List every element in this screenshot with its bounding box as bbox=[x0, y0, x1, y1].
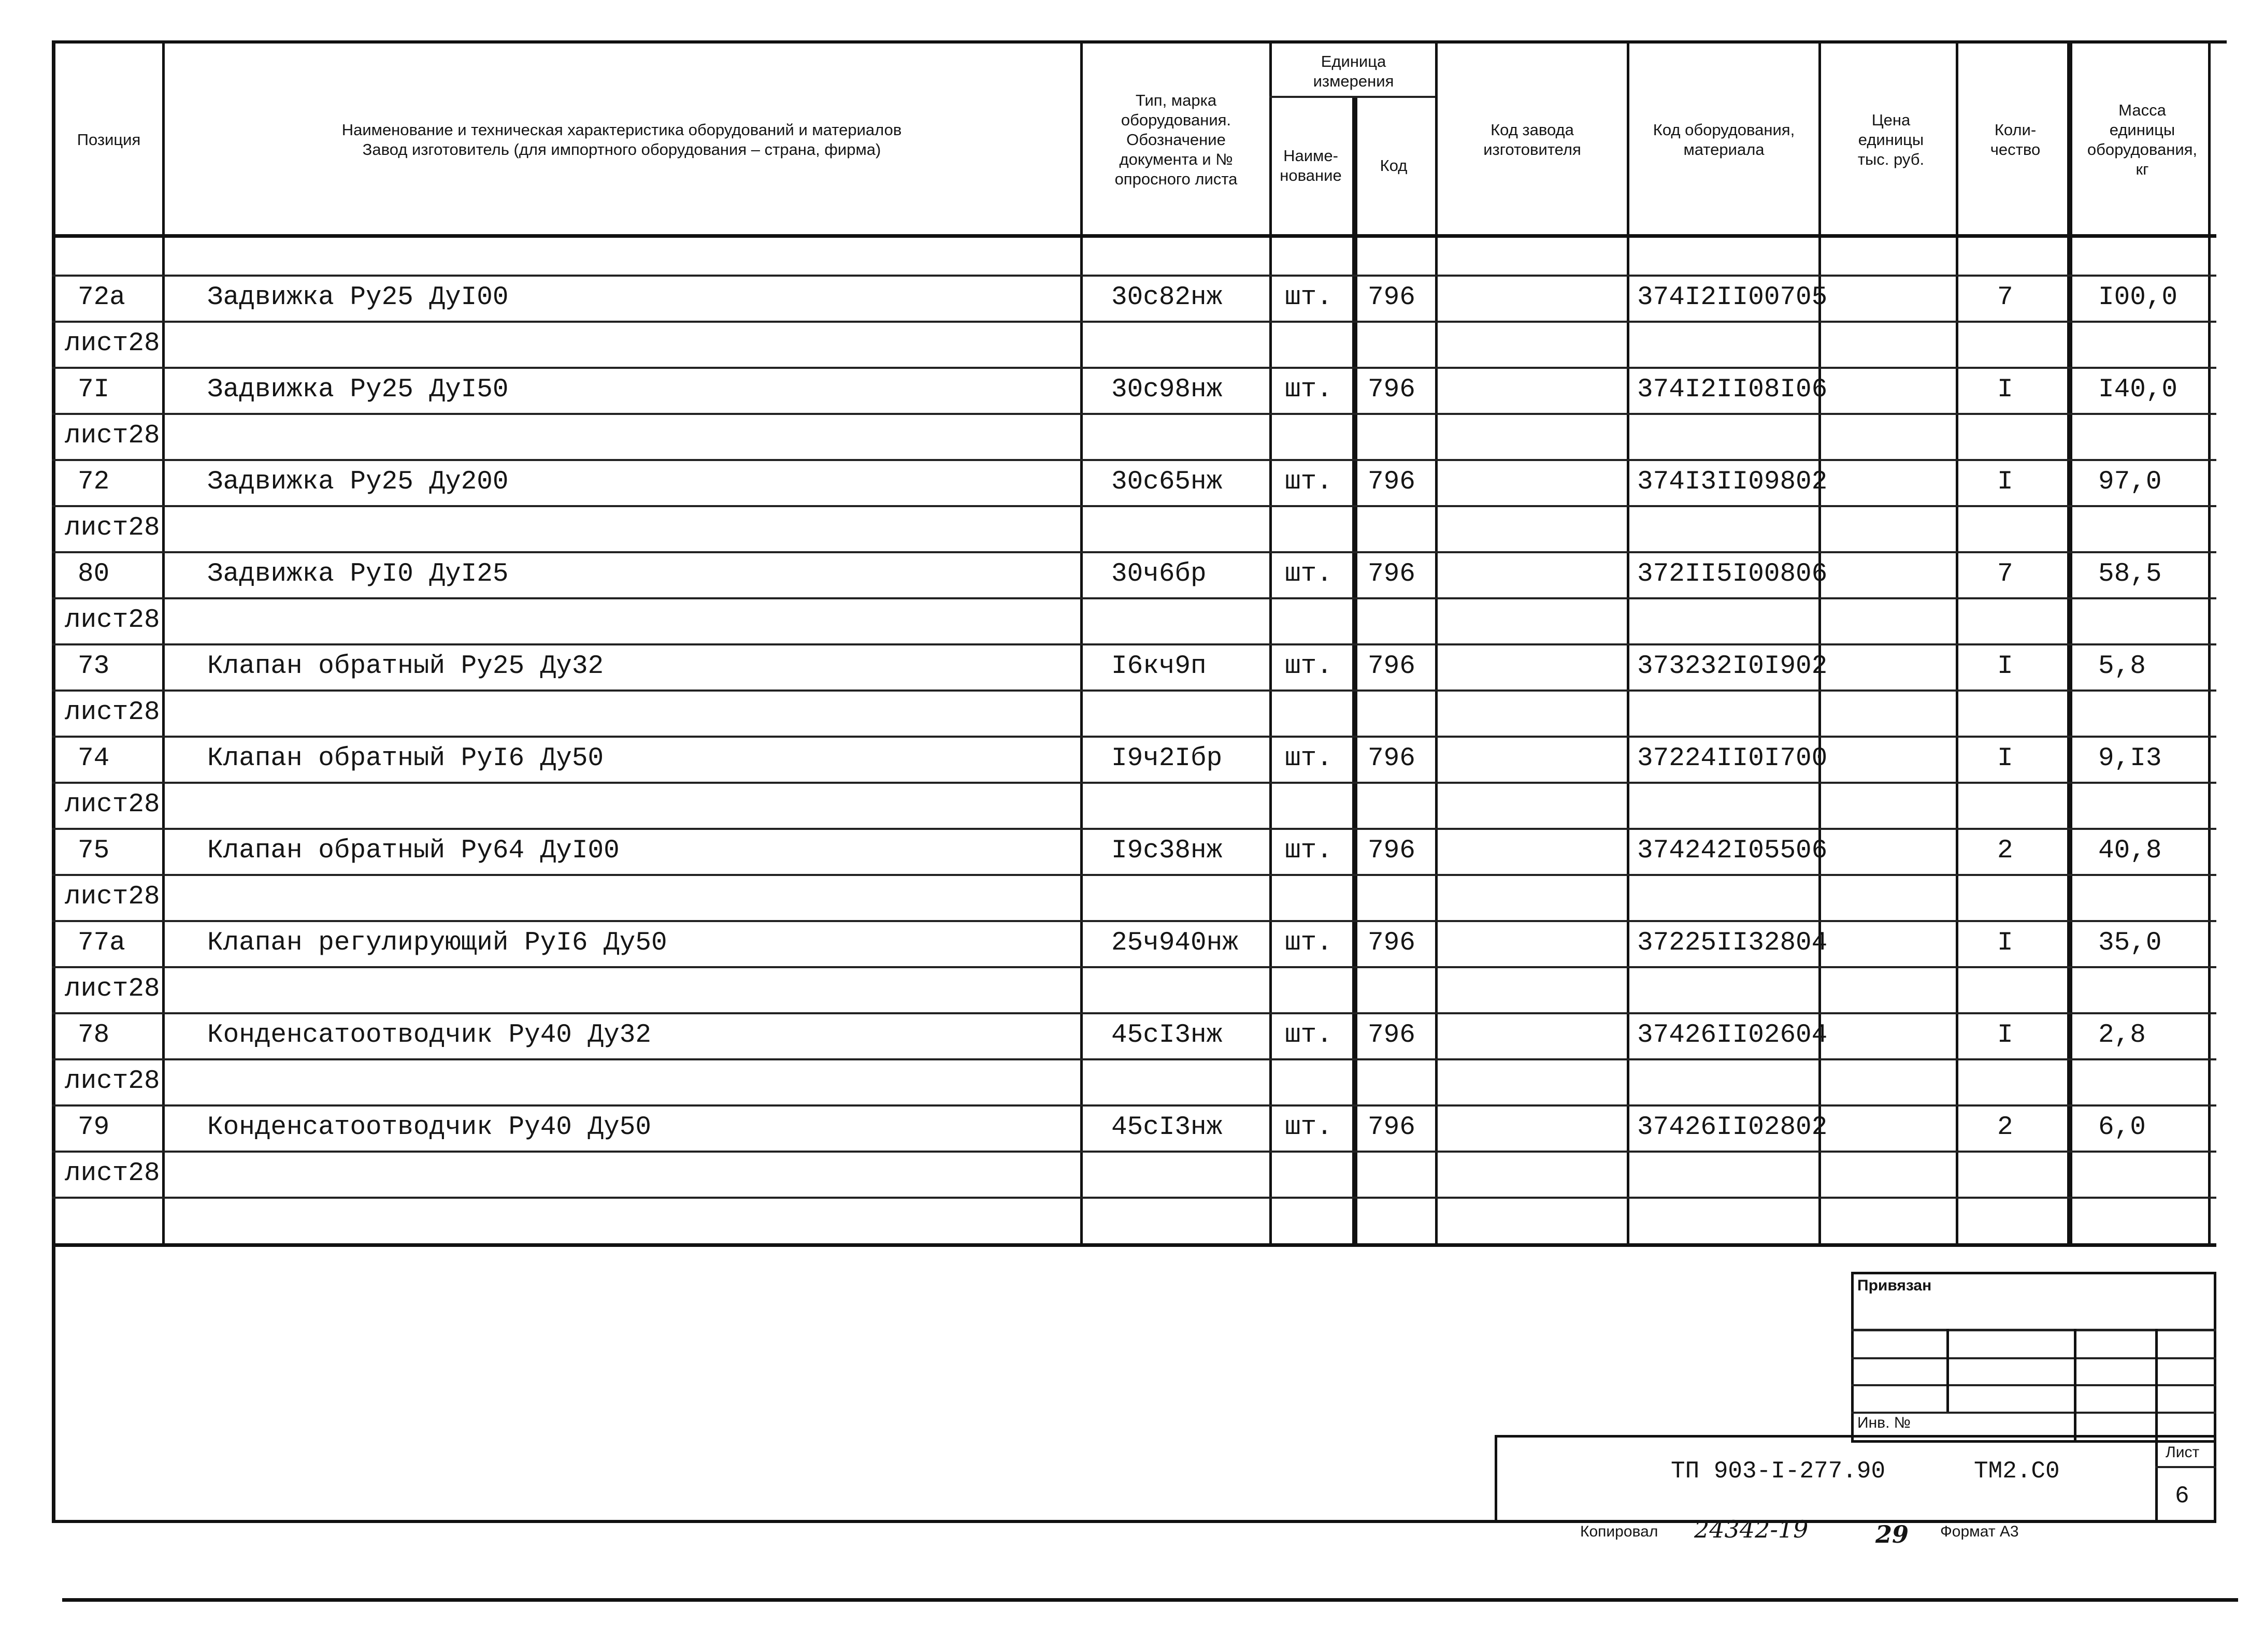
row-sheet-ref: лист28 bbox=[65, 1067, 160, 1096]
table-row-rule bbox=[52, 1058, 2216, 1060]
table-row-rule bbox=[52, 736, 2216, 738]
row-equipment-code: 374I3II09802 bbox=[1637, 467, 1828, 497]
row-unit: шт. bbox=[1285, 652, 1332, 681]
row-mass: I40,0 bbox=[2098, 375, 2178, 405]
row-quantity: I bbox=[1997, 652, 2013, 681]
row-equipment-code: 372II5I00806 bbox=[1637, 559, 1828, 589]
table-row-rule bbox=[1269, 96, 1435, 98]
header-position: Позиция bbox=[77, 131, 141, 149]
row-unit: шт. bbox=[1285, 559, 1332, 589]
row-sheet-ref: лист28 bbox=[65, 329, 160, 358]
table-row-rule bbox=[52, 505, 2216, 507]
row-equipment-code: 37426II02802 bbox=[1637, 1113, 1828, 1142]
row-type: 45сI3нж bbox=[1111, 1113, 1223, 1142]
row-position: 80 bbox=[78, 559, 110, 589]
row-quantity: I bbox=[1997, 928, 2013, 958]
row-name: Задвижка Ру25 ДуI00 bbox=[207, 283, 509, 312]
row-name: Конденсатоотводчик Ру40 Ду32 bbox=[207, 1021, 651, 1050]
row-unit: шт. bbox=[1285, 1021, 1332, 1050]
row-mass: 2,8 bbox=[2098, 1021, 2146, 1050]
row-unit-code: 796 bbox=[1368, 652, 1415, 681]
table-row-rule bbox=[52, 234, 2216, 238]
row-type: 25ч940нж bbox=[1111, 928, 1238, 958]
row-unit-code: 796 bbox=[1368, 283, 1415, 312]
table-row-rule bbox=[52, 275, 2216, 277]
table-row-rule bbox=[52, 782, 2216, 784]
table-row-rule bbox=[52, 597, 2216, 599]
row-sheet-ref: лист28 bbox=[65, 421, 160, 451]
row-mass: 5,8 bbox=[2098, 652, 2146, 681]
row-equipment-code: 374I2II08I06 bbox=[1637, 375, 1828, 405]
row-name: Задвижка Ру25 ДуI50 bbox=[207, 375, 509, 405]
row-quantity: I bbox=[1997, 1021, 2013, 1050]
row-sheet-ref: лист28 bbox=[65, 1159, 160, 1188]
header-factory-code: Код завода изготовителя bbox=[1483, 121, 1581, 159]
row-position: 72 bbox=[78, 467, 110, 497]
header-mass: Масса единицы оборудования, кг bbox=[2087, 101, 2198, 178]
footer-copied-label: Копировал bbox=[1580, 1523, 1658, 1540]
row-mass: 97,0 bbox=[2098, 467, 2162, 497]
stamp-document-number: ТП 903-I-277.90 bbox=[1671, 1458, 1886, 1485]
row-position: 72а bbox=[78, 283, 125, 312]
row-position: 75 bbox=[78, 836, 110, 866]
row-sheet-ref: лист28 bbox=[65, 974, 160, 1004]
row-type: 30ч6бр bbox=[1111, 559, 1207, 589]
row-equipment-code: 373232I0I902 bbox=[1637, 652, 1828, 681]
row-quantity: I bbox=[1997, 744, 2013, 773]
footer-rule bbox=[62, 1598, 2238, 1602]
header-unit-group: Единица измерения bbox=[1313, 52, 1394, 90]
table-row-rule bbox=[52, 966, 2216, 968]
row-quantity: 7 bbox=[1997, 559, 2013, 589]
row-type: I6кч9п bbox=[1111, 652, 1207, 681]
row-name: Клапан обратный РуI6 Ду50 bbox=[207, 744, 604, 773]
row-name: Конденсатоотводчик Ру40 Ду50 bbox=[207, 1113, 651, 1142]
row-quantity: 2 bbox=[1997, 836, 2013, 866]
row-unit-code: 796 bbox=[1368, 1113, 1415, 1142]
row-unit: шт. bbox=[1285, 836, 1332, 866]
row-sheet-ref: лист28 bbox=[65, 790, 160, 820]
row-position: 77а bbox=[78, 928, 125, 958]
row-mass: 9,I3 bbox=[2098, 744, 2162, 773]
row-unit: шт. bbox=[1285, 375, 1332, 405]
stamp-grid-line bbox=[2155, 1329, 2158, 1443]
table-row-rule bbox=[52, 1243, 2216, 1247]
table-row-rule bbox=[52, 367, 2216, 369]
row-position: 74 bbox=[78, 744, 110, 773]
row-mass: 6,0 bbox=[2098, 1113, 2146, 1142]
row-unit: шт. bbox=[1285, 928, 1332, 958]
row-sheet-ref: лист28 bbox=[65, 882, 160, 912]
row-sheet-ref: лист28 bbox=[65, 513, 160, 543]
row-name: Задвижка РуI0 ДуI25 bbox=[207, 559, 509, 589]
header-name: Наименование и техническая характеристика оборудований и материалов Завод изготовитель (для импортного оборудования – страна, фирма) bbox=[341, 121, 902, 159]
row-type: 30с65нж bbox=[1111, 467, 1223, 497]
row-position: 79 bbox=[78, 1113, 110, 1142]
row-type: 45сI3нж bbox=[1111, 1021, 1223, 1050]
table-row-rule bbox=[52, 1012, 2216, 1014]
row-unit-code: 796 bbox=[1368, 467, 1415, 497]
stamp-grid-line bbox=[1851, 1329, 2216, 1331]
row-position: 78 bbox=[78, 1021, 110, 1050]
table-column-rule bbox=[1352, 97, 1357, 1246]
header-unit-code: Код bbox=[1380, 156, 1408, 175]
table-row-rule bbox=[52, 321, 2216, 323]
row-quantity: I bbox=[1997, 375, 2013, 405]
stamp-grid-line bbox=[2074, 1329, 2076, 1443]
row-equipment-code: 374242I05506 bbox=[1637, 836, 1828, 866]
stamp-grid-line bbox=[1851, 1357, 2216, 1359]
row-unit-code: 796 bbox=[1368, 375, 1415, 405]
row-mass: 40,8 bbox=[2098, 836, 2162, 866]
row-type: 30с82нж bbox=[1111, 283, 1223, 312]
row-name: Клапан обратный Ру25 Ду32 bbox=[207, 652, 604, 681]
row-type: I9ч2Iбр bbox=[1111, 744, 1223, 773]
row-sheet-ref: лист28 bbox=[65, 698, 160, 727]
row-unit-code: 796 bbox=[1368, 928, 1415, 958]
table-row-rule bbox=[52, 643, 2216, 645]
row-position: 7I bbox=[78, 375, 110, 405]
row-unit: шт. bbox=[1285, 744, 1332, 773]
stamp-grid-line bbox=[2155, 1466, 2216, 1468]
stamp-privyazan-label: Привязан bbox=[1857, 1277, 1932, 1294]
row-equipment-code: 374I2II00705 bbox=[1637, 283, 1828, 312]
stamp-inventory-label: Инв. № bbox=[1857, 1414, 1911, 1431]
stamp-grid-line bbox=[1946, 1329, 1949, 1412]
row-position: 73 bbox=[78, 652, 110, 681]
stamp-sheet-label: Лист bbox=[2166, 1444, 2200, 1461]
row-unit-code: 796 bbox=[1368, 744, 1415, 773]
row-sheet-ref: лист28 bbox=[65, 606, 160, 635]
row-equipment-code: 37224II0I700 bbox=[1637, 744, 1828, 773]
row-name: Задвижка Ру25 Ду200 bbox=[207, 467, 509, 497]
row-equipment-code: 37225II32804 bbox=[1637, 928, 1828, 958]
row-quantity: 7 bbox=[1997, 283, 2013, 312]
row-unit-code: 796 bbox=[1368, 559, 1415, 589]
row-mass: 35,0 bbox=[2098, 928, 2162, 958]
row-type: I9с38нж bbox=[1111, 836, 1223, 866]
stamp-mark: ТМ2.С0 bbox=[1974, 1458, 2060, 1485]
footer-page-handwritten: 29 bbox=[1875, 1520, 1909, 1548]
stamp-grid-line bbox=[2155, 1435, 2158, 1523]
row-unit: шт. bbox=[1285, 1113, 1332, 1142]
row-unit: шт. bbox=[1285, 467, 1332, 497]
header-equipment-code: Код оборудования, материала bbox=[1653, 121, 1795, 159]
header-quantity: Коли- чество bbox=[1990, 121, 2041, 159]
table-row-rule bbox=[52, 413, 2216, 415]
stamp-grid-line bbox=[1851, 1384, 2216, 1386]
row-mass: 58,5 bbox=[2098, 559, 2162, 589]
table-row-rule bbox=[52, 828, 2216, 830]
footer-format: Формат А3 bbox=[1940, 1523, 2019, 1540]
row-name: Клапан обратный Ру64 ДуI00 bbox=[207, 836, 620, 866]
table-row-rule bbox=[52, 920, 2216, 922]
row-unit: шт. bbox=[1285, 283, 1332, 312]
table-row-rule bbox=[52, 1104, 2216, 1107]
stamp-grid-line bbox=[1851, 1412, 2216, 1414]
row-unit-code: 796 bbox=[1368, 1021, 1415, 1050]
row-quantity: 2 bbox=[1997, 1113, 2013, 1142]
header-unit-name: Наиме- нование bbox=[1280, 147, 1342, 184]
table-row-rule bbox=[52, 689, 2216, 692]
frame-top-extension bbox=[2216, 40, 2227, 44]
header-type: Тип, марка оборудования. Обозначение документа и № опросного листа bbox=[1114, 91, 1238, 188]
row-quantity: I bbox=[1997, 467, 2013, 497]
table-row-rule bbox=[52, 551, 2216, 553]
row-name: Клапан регулирующий РуI6 Ду50 bbox=[207, 928, 667, 958]
row-type: 30с98нж bbox=[1111, 375, 1223, 405]
header-price: Цена единицы тыс. руб. bbox=[1857, 111, 1925, 168]
row-unit-code: 796 bbox=[1368, 836, 1415, 866]
table-row-rule bbox=[52, 1151, 2216, 1153]
stamp-sheet-number: 6 bbox=[2175, 1483, 2189, 1510]
row-mass: I00,0 bbox=[2098, 283, 2178, 312]
table-row-rule bbox=[52, 459, 2216, 461]
row-equipment-code: 37426II02604 bbox=[1637, 1021, 1828, 1050]
table-row-rule bbox=[52, 1197, 2216, 1199]
footer-copied-handwritten: 24342-19 bbox=[1694, 1515, 1809, 1543]
table-row-rule bbox=[52, 874, 2216, 876]
